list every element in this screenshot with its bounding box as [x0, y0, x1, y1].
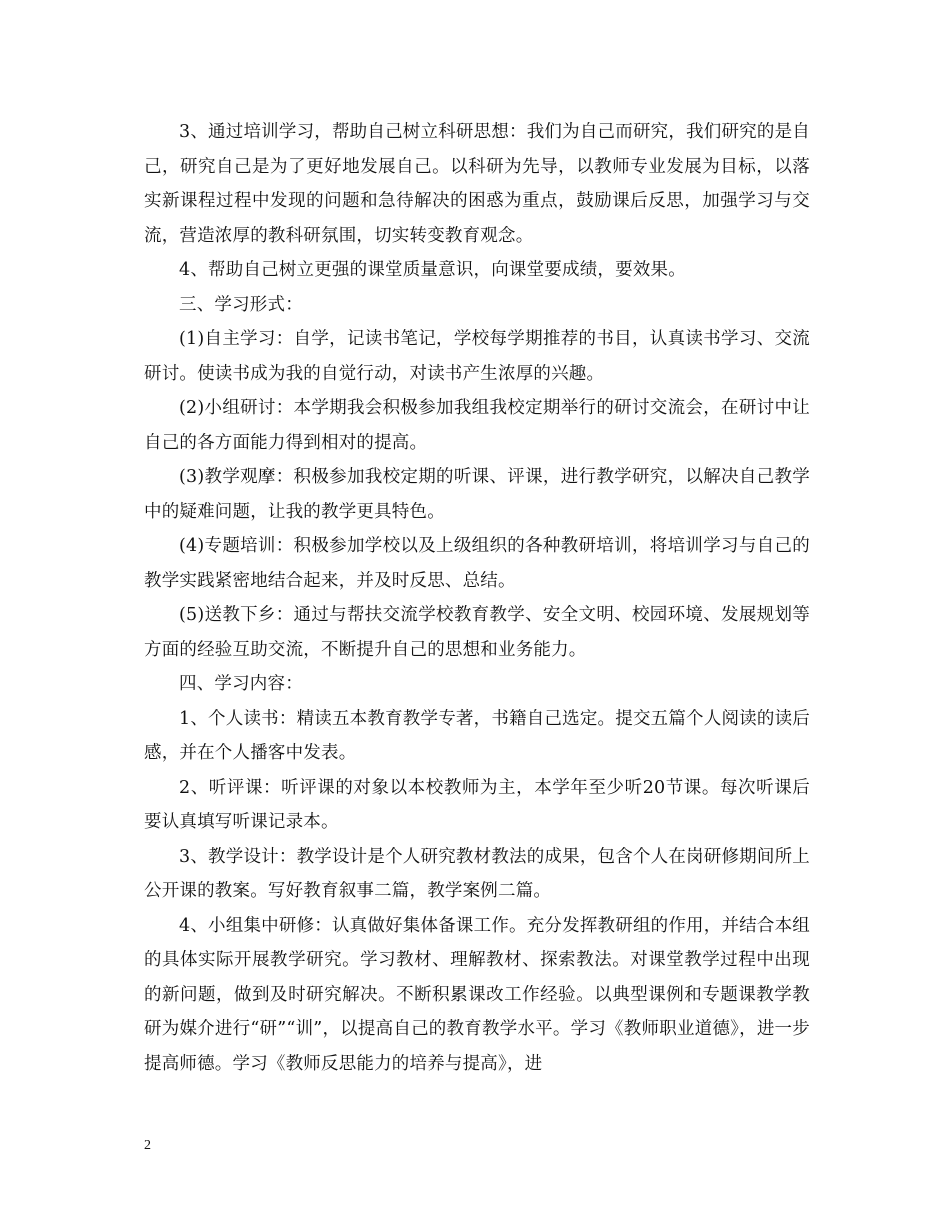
document-body: [144, 115, 810, 1081]
paragraph-teaching-design: 3、教学设计：教学设计是个人研究教材教法的成果，包含个人在岗研修期间所上公开课的教案。写好教育叙事二篇，教学案例二篇。: [144, 846, 810, 901]
paragraph-personal-reading: 1、个人读书：精读五本教育教学专著，书籍自己选定。提交五篇个人阅读的读后感，并在个人播客中发表。: [144, 708, 810, 763]
paragraph-rural-teaching: (5)送教下乡：通过与帮扶交流学校教育教学、安全文明、校园环境、发展规划等方面的经验互助交流，不断提升自己的思想和业务能力。: [144, 605, 810, 660]
paragraph-group-discussion: (2)小组研讨：本学期我会积极参加我组我校定期举行的研讨交流会，在研讨中让自己的各方面能力得到相对的提高。: [144, 398, 810, 453]
section-heading-learning-forms: 三、学习形式：: [179, 294, 303, 315]
page-number: 2: [144, 1138, 151, 1153]
paragraph-research-thinking: 3、通过培训学习，帮助自己树立科研思想：我们为自己而研究，我们研究的是自己，研究自己是为了更好地发展自己。以科研为先导，以教师专业发展为目标，以落实新课程过程中发现的问题和急待解决的困惑为重点，鼓励课后反思，加强学习与交流，营造浓厚的教科研氛围，切实转变教育观念。: [144, 122, 810, 246]
paragraph-quality-awareness: 4、帮助自己树立更强的课堂质量意识，向课堂要成绩，要效果。: [179, 260, 686, 280]
paragraph-teaching-observation: (3)教学观摩：积极参加我校定期的听课、评课，进行教学研究，以解决自己教学中的疑难问题，让我的教学更具特色。: [144, 467, 810, 522]
paragraph-lesson-evaluation: 2、听评课：听评课的对象以本校教师为主，本学年至少听20节课。每次听课后要认真填写听课记录本。: [144, 777, 810, 832]
paragraph-self-study: (1)自主学习：自学，记读书笔记，学校每学期推荐的书目，认真读书学习、交流研讨。使读书成为我的自觉行动，对读书产生浓厚的兴趣。: [144, 329, 810, 384]
paragraph-group-study: 4、小组集中研修：认真做好集体备课工作。充分发挥教研组的作用，并结合本组的具体实际开展教学研究。学习教材、理解教材、探索教法。对课堂教学过程中出现的新问题，做到及时研究解决。不断积累课改工作经验。以典型课例和专题课教学教研为媒介进行“研”“训”，以提高自己的教育教学水平。学习《教师职业道德》，进一步提高师德。学习《教师反思能力的培养与提高》，进: [144, 915, 810, 1074]
paragraph-special-training: (4)专题培训：积极参加学校以及上级组织的各种教研培训，将培训学习与自己的教学实践紧密地结合起来，并及时反思、总结。: [144, 536, 810, 591]
section-heading-learning-content: 四、学习内容：: [179, 674, 303, 694]
